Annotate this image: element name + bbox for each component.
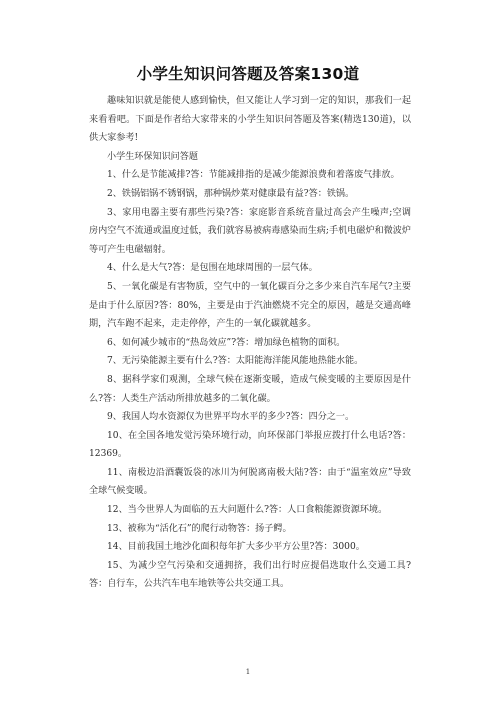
question-1: 1、什么是节能减排?答：节能减排指的是减少能源浪费和着落废气排放。 — [107, 170, 400, 181]
page-number: 1 — [245, 668, 251, 676]
section-heading: 小学生环保知识问答题 — [107, 151, 198, 162]
question-9: 9、我国人均水资源仅为世界平均水平的多少?答：四分之一。 — [107, 412, 355, 423]
question-12: 12、当今世界人为面临的五大问题什么?答：人口食粮能源资源环境。 — [107, 505, 388, 516]
question-15: 15、为减少空气污染和交通拥挤，我们出行时应提倡选取什么交通工具?答：自行车，公共汽车电车地铁等公共交通工具。 — [89, 560, 411, 590]
question-4: 4、什么是大气?答：是包围在地球周围的一层气体。 — [107, 263, 318, 274]
question-10: 10、在全国各地发觉污染环境行动，向环保部门举报应拨打什么电话?答：12369。 — [89, 430, 411, 460]
question-3: 3、家用电器主要有那些污染?答：家庭影音系统音量过高会产生噪声;空调房内空气不流通或温度过低，我们就容易被病毒感染而生病;手机电磁炉和微波炉等可产生电磁辐射。 — [89, 207, 411, 255]
question-14: 14、目前我国土地沙化面积每年扩大多少平方公里?答：3000。 — [107, 542, 365, 553]
document-body — [89, 92, 411, 594]
document-title: 小学生知识问答题及答案130道 — [136, 65, 360, 83]
question-13: 13、被称为“活化石”的爬行动物答：扬子鳄。 — [107, 523, 292, 534]
question-5: 5、一氧化碳是有害物质，空气中的一氧化碳百分之多少来自汽车尾气?主要是由于什么原因?答：80%，主要是由于汽油燃烧不完全的原因，越是交通高峰期，汽车跑不起来，走走停停，产生的一氧化碳就越多。 — [89, 281, 411, 330]
question-6: 6、如何减少城市的“热岛效应”?答：增加绿色植物的面积。 — [107, 337, 346, 348]
question-7: 7、无污染能源主要有什么?答：太阳能海洋能风能地热能水能。 — [107, 356, 364, 367]
question-11: 11、南极边沿酒囊饭袋的冰川为何脱离南极大陆?答：由于“温室效应”导致全球气候变暖。 — [89, 467, 411, 497]
intro-paragraph: 趣味知识就是能使人感到愉快，但又能让人学习到一定的知识，那我们一起来看看吧。下面是作者给大家带来的小学生知识问答题及答案(精选130道)，以供大家参考! — [89, 96, 411, 144]
question-2: 2、铁锅铝锅不锈钢锅，那种锅炒菜对健康最有益?答：铁锅。 — [107, 188, 355, 199]
question-8: 8、据科学家们观测，全球气候在逐渐变暖，造成气候变暖的主要原因是什么?答：人类生产活动所排放越多的二氧化碳。 — [89, 374, 411, 404]
